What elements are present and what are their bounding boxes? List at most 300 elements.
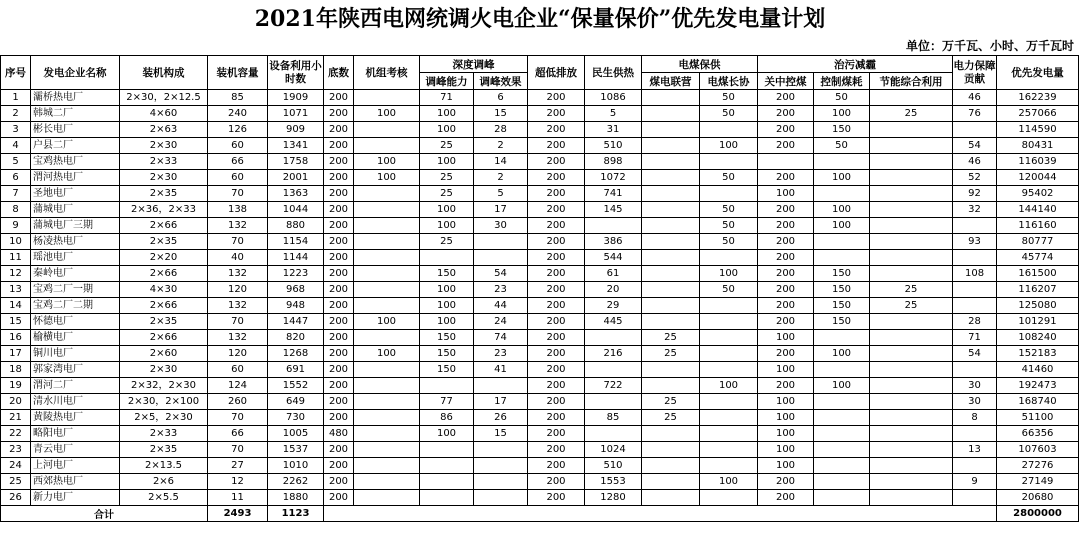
cell-deep-capacity: 100 (420, 426, 474, 442)
cell-heat: 31 (585, 122, 642, 138)
cell-pol-ctrl: 200 (758, 90, 814, 106)
cell-deep-effect: 6 (474, 90, 528, 106)
cell-pol-ctrl: 200 (758, 234, 814, 250)
cell-config: 2×33 (120, 426, 208, 442)
cell-hours: 1144 (268, 250, 324, 266)
cell-deep-capacity: 25 (420, 234, 474, 250)
cell-deep-effect: 54 (474, 266, 528, 282)
cell-priority: 120044 (997, 170, 1079, 186)
totals-blank (324, 506, 997, 522)
plan-table (0, 55, 1079, 522)
table-row (1, 458, 1079, 474)
cell-coal-long (700, 442, 758, 458)
cell-pol-ctrl: 200 (758, 106, 814, 122)
cell-deep-capacity (420, 474, 474, 490)
cell-pol-ctrl: 200 (758, 218, 814, 234)
cell-coal-link (642, 234, 700, 250)
cell-priority: 20680 (997, 490, 1079, 506)
cell-pol-ctrl: 200 (758, 378, 814, 394)
cell-capacity: 60 (208, 138, 268, 154)
cell-config: 2×13.5 (120, 458, 208, 474)
cell-hours: 948 (268, 298, 324, 314)
cell-capacity: 240 (208, 106, 268, 122)
cell-hours: 2001 (268, 170, 324, 186)
cell-coal-link (642, 186, 700, 202)
cell-coal-long (700, 298, 758, 314)
cell-coal-long: 50 (700, 234, 758, 250)
cell-base: 200 (324, 394, 354, 410)
header-coal-group: 电煤保供 (642, 56, 758, 73)
cell-pol-ctrl: 200 (758, 282, 814, 298)
cell-deep-effect: 14 (474, 154, 528, 170)
cell-seq: 15 (1, 314, 31, 330)
cell-pol-ctrl: 200 (758, 298, 814, 314)
cell-seq: 3 (1, 122, 31, 138)
cell-base: 200 (324, 282, 354, 298)
cell-coal-long: 100 (700, 378, 758, 394)
cell-coal-long: 50 (700, 202, 758, 218)
cell-priority: 162239 (997, 90, 1079, 106)
cell-assess (354, 410, 420, 426)
header-priority: 优先发电量 (997, 56, 1079, 90)
table-row (1, 122, 1079, 138)
cell-name: 渭河热电厂 (31, 170, 120, 186)
cell-pol-energy (870, 202, 953, 218)
cell-pol-ctrl: 100 (758, 458, 814, 474)
cell-priority: 27276 (997, 458, 1079, 474)
cell-deep-effect: 30 (474, 218, 528, 234)
cell-config: 2×30 (120, 138, 208, 154)
header-seq: 序号 (1, 56, 31, 90)
cell-base: 200 (324, 362, 354, 378)
cell-pol-ctrl: 200 (758, 138, 814, 154)
cell-coal-long: 50 (700, 170, 758, 186)
cell-config: 2×35 (120, 186, 208, 202)
cell-pol-coal (814, 458, 870, 474)
cell-deep-effect: 17 (474, 394, 528, 410)
table-row (1, 346, 1079, 362)
cell-deep-effect (474, 474, 528, 490)
cell-pol-ctrl: 100 (758, 362, 814, 378)
cell-priority: 51100 (997, 410, 1079, 426)
cell-seq: 10 (1, 234, 31, 250)
table-row (1, 138, 1079, 154)
cell-coal-long (700, 426, 758, 442)
cell-base: 480 (324, 426, 354, 442)
cell-coal-long (700, 458, 758, 474)
cell-coal-long (700, 330, 758, 346)
cell-name: 宝鸡二厂一期 (31, 282, 120, 298)
cell-coal-long (700, 362, 758, 378)
cell-heat (585, 218, 642, 234)
cell-deep-effect (474, 234, 528, 250)
cell-power-guarantee: 46 (953, 154, 997, 170)
cell-ultra: 200 (528, 298, 585, 314)
cell-priority: 108240 (997, 330, 1079, 346)
cell-ultra: 200 (528, 426, 585, 442)
cell-power-guarantee (953, 218, 997, 234)
cell-priority: 125080 (997, 298, 1079, 314)
cell-coal-link: 25 (642, 394, 700, 410)
cell-seq: 17 (1, 346, 31, 362)
header-capacity: 装机容量 (208, 56, 268, 90)
cell-seq: 11 (1, 250, 31, 266)
cell-assess (354, 234, 420, 250)
table-row (1, 490, 1079, 506)
cell-name: 怀德电厂 (31, 314, 120, 330)
cell-pol-energy (870, 442, 953, 458)
cell-capacity: 85 (208, 90, 268, 106)
cell-name: 秦岭电厂 (31, 266, 120, 282)
header-pol-ctrl: 关中控煤 (758, 73, 814, 90)
cell-deep-capacity: 100 (420, 282, 474, 298)
cell-name: 户县二厂 (31, 138, 120, 154)
cell-hours: 1363 (268, 186, 324, 202)
cell-name: 宝鸡二厂二期 (31, 298, 120, 314)
cell-assess (354, 378, 420, 394)
cell-ultra: 200 (528, 234, 585, 250)
cell-config: 2×32，2×30 (120, 378, 208, 394)
cell-base: 200 (324, 330, 354, 346)
header-heat: 民生供热 (585, 56, 642, 90)
cell-deep-effect: 74 (474, 330, 528, 346)
cell-ultra: 200 (528, 314, 585, 330)
cell-priority: 45774 (997, 250, 1079, 266)
table-row (1, 186, 1079, 202)
cell-pol-ctrl: 200 (758, 170, 814, 186)
cell-deep-effect: 41 (474, 362, 528, 378)
cell-assess (354, 186, 420, 202)
table-row (1, 330, 1079, 346)
cell-deep-capacity: 25 (420, 170, 474, 186)
cell-priority: 257066 (997, 106, 1079, 122)
cell-seq: 9 (1, 218, 31, 234)
cell-coal-link (642, 378, 700, 394)
cell-name: 上河电厂 (31, 458, 120, 474)
table-row (1, 298, 1079, 314)
cell-capacity: 70 (208, 410, 268, 426)
cell-ultra: 200 (528, 330, 585, 346)
cell-power-guarantee: 13 (953, 442, 997, 458)
page-title: 2021年陕西电网统调火电企业“保量保价”优先发电量计划 (254, 6, 826, 32)
cell-ultra: 200 (528, 154, 585, 170)
cell-priority: 107603 (997, 442, 1079, 458)
cell-base: 200 (324, 410, 354, 426)
header-pol-energy: 节能综合利用 (870, 73, 953, 90)
cell-capacity: 132 (208, 330, 268, 346)
cell-pol-energy (870, 234, 953, 250)
cell-assess (354, 490, 420, 506)
header-deep-group: 深度调峰 (420, 56, 528, 73)
cell-assess: 100 (354, 314, 420, 330)
cell-ultra: 200 (528, 186, 585, 202)
totals-row (1, 506, 1079, 522)
cell-config: 2×60 (120, 346, 208, 362)
cell-pol-ctrl: 100 (758, 394, 814, 410)
cell-pol-energy (870, 314, 953, 330)
cell-config: 2×35 (120, 234, 208, 250)
table-row (1, 314, 1079, 330)
cell-pol-coal (814, 442, 870, 458)
cell-pol-coal: 50 (814, 90, 870, 106)
table-row (1, 266, 1079, 282)
cell-hours: 1758 (268, 154, 324, 170)
cell-pol-coal (814, 394, 870, 410)
cell-name: 瑶池电厂 (31, 250, 120, 266)
cell-power-guarantee (953, 122, 997, 138)
cell-seq: 13 (1, 282, 31, 298)
cell-pol-coal (814, 154, 870, 170)
cell-power-guarantee: 76 (953, 106, 997, 122)
cell-coal-long: 50 (700, 106, 758, 122)
cell-priority: 101291 (997, 314, 1079, 330)
cell-priority: 116160 (997, 218, 1079, 234)
cell-name: 郭家湾电厂 (31, 362, 120, 378)
cell-priority: 161500 (997, 266, 1079, 282)
cell-pol-ctrl: 200 (758, 474, 814, 490)
cell-coal-link (642, 458, 700, 474)
cell-seq: 1 (1, 90, 31, 106)
cell-deep-capacity: 100 (420, 298, 474, 314)
header-pol-coal: 控制煤耗 (814, 73, 870, 90)
cell-capacity: 132 (208, 266, 268, 282)
cell-deep-capacity (420, 458, 474, 474)
cell-name: 宝鸡热电厂 (31, 154, 120, 170)
cell-pol-energy (870, 394, 953, 410)
cell-capacity: 70 (208, 314, 268, 330)
cell-pol-energy: 25 (870, 282, 953, 298)
table-row (1, 282, 1079, 298)
cell-deep-capacity (420, 490, 474, 506)
cell-pol-coal: 100 (814, 106, 870, 122)
cell-pol-coal: 100 (814, 346, 870, 362)
cell-power-guarantee: 93 (953, 234, 997, 250)
cell-heat: 20 (585, 282, 642, 298)
cell-priority: 80431 (997, 138, 1079, 154)
cell-hours: 1447 (268, 314, 324, 330)
cell-seq: 5 (1, 154, 31, 170)
cell-name: 略阳电厂 (31, 426, 120, 442)
cell-coal-long: 50 (700, 90, 758, 106)
cell-heat: 61 (585, 266, 642, 282)
table-row (1, 250, 1079, 266)
table-row (1, 106, 1079, 122)
cell-pol-energy (870, 378, 953, 394)
cell-pol-energy (870, 346, 953, 362)
cell-pol-ctrl: 200 (758, 202, 814, 218)
cell-pol-ctrl: 200 (758, 266, 814, 282)
cell-config: 4×60 (120, 106, 208, 122)
cell-ultra: 200 (528, 122, 585, 138)
cell-priority: 192473 (997, 378, 1079, 394)
cell-assess (354, 362, 420, 378)
cell-pol-energy (870, 474, 953, 490)
table-row (1, 170, 1079, 186)
cell-seq: 7 (1, 186, 31, 202)
cell-pol-coal (814, 490, 870, 506)
cell-power-guarantee: 8 (953, 410, 997, 426)
cell-pol-energy: 25 (870, 106, 953, 122)
table-row (1, 202, 1079, 218)
cell-coal-link (642, 442, 700, 458)
cell-priority: 116039 (997, 154, 1079, 170)
cell-config: 2×30 (120, 170, 208, 186)
header-coal-link: 煤电联营 (642, 73, 700, 90)
header-deep-capacity: 调峰能力 (420, 73, 474, 90)
cell-name: 新力电厂 (31, 490, 120, 506)
cell-coal-long (700, 250, 758, 266)
cell-ultra: 200 (528, 442, 585, 458)
cell-priority: 144140 (997, 202, 1079, 218)
totals-priority: 2800000 (997, 506, 1079, 522)
table-row (1, 378, 1079, 394)
cell-ultra: 200 (528, 250, 585, 266)
cell-hours: 1044 (268, 202, 324, 218)
cell-priority: 168740 (997, 394, 1079, 410)
cell-deep-capacity: 100 (420, 314, 474, 330)
cell-deep-effect: 28 (474, 122, 528, 138)
cell-coal-link: 25 (642, 410, 700, 426)
cell-deep-effect: 24 (474, 314, 528, 330)
cell-heat: 145 (585, 202, 642, 218)
cell-power-guarantee: 9 (953, 474, 997, 490)
cell-coal-link (642, 138, 700, 154)
cell-seq: 20 (1, 394, 31, 410)
cell-config: 2×66 (120, 298, 208, 314)
cell-hours: 1880 (268, 490, 324, 506)
totals-label: 合计 (1, 506, 208, 522)
cell-deep-effect: 5 (474, 186, 528, 202)
cell-coal-long: 100 (700, 474, 758, 490)
cell-deep-effect (474, 442, 528, 458)
cell-base: 200 (324, 298, 354, 314)
cell-ultra: 200 (528, 346, 585, 362)
cell-ultra: 200 (528, 202, 585, 218)
cell-heat: 544 (585, 250, 642, 266)
cell-base: 200 (324, 90, 354, 106)
cell-capacity: 70 (208, 186, 268, 202)
cell-seq: 19 (1, 378, 31, 394)
cell-hours: 730 (268, 410, 324, 426)
cell-hours: 1010 (268, 458, 324, 474)
cell-capacity: 60 (208, 362, 268, 378)
cell-heat: 1024 (585, 442, 642, 458)
header-ultra: 超低排放 (528, 56, 585, 90)
totals-hours: 1123 (268, 506, 324, 522)
cell-capacity: 60 (208, 170, 268, 186)
cell-deep-effect: 2 (474, 170, 528, 186)
cell-pol-ctrl: 100 (758, 426, 814, 442)
cell-pol-energy (870, 330, 953, 346)
header-assess: 机组考核 (354, 56, 420, 90)
cell-capacity: 66 (208, 426, 268, 442)
cell-base: 200 (324, 266, 354, 282)
cell-seq: 25 (1, 474, 31, 490)
cell-power-guarantee: 52 (953, 170, 997, 186)
cell-config: 2×66 (120, 330, 208, 346)
cell-heat (585, 426, 642, 442)
cell-assess (354, 394, 420, 410)
cell-deep-capacity (420, 378, 474, 394)
cell-pol-ctrl: 100 (758, 410, 814, 426)
header-name: 发电企业名称 (31, 56, 120, 90)
cell-pol-energy: 25 (870, 298, 953, 314)
header-hours: 设备利用小时数 (268, 56, 324, 90)
cell-power-guarantee: 54 (953, 346, 997, 362)
cell-pol-coal (814, 426, 870, 442)
cell-assess (354, 218, 420, 234)
cell-capacity: 27 (208, 458, 268, 474)
cell-coal-long (700, 186, 758, 202)
totals-capacity: 2493 (208, 506, 268, 522)
cell-capacity: 126 (208, 122, 268, 138)
cell-config: 2×35 (120, 314, 208, 330)
cell-coal-link (642, 474, 700, 490)
cell-base: 200 (324, 218, 354, 234)
cell-heat: 1553 (585, 474, 642, 490)
cell-priority: 41460 (997, 362, 1079, 378)
cell-deep-effect: 26 (474, 410, 528, 426)
table-row (1, 426, 1079, 442)
cell-name: 渭河二厂 (31, 378, 120, 394)
cell-power-guarantee: 32 (953, 202, 997, 218)
cell-coal-link (642, 314, 700, 330)
cell-coal-link (642, 426, 700, 442)
cell-deep-effect: 23 (474, 282, 528, 298)
cell-pol-ctrl: 100 (758, 442, 814, 458)
cell-ultra: 200 (528, 394, 585, 410)
cell-hours: 820 (268, 330, 324, 346)
cell-power-guarantee (953, 298, 997, 314)
cell-hours: 909 (268, 122, 324, 138)
cell-pol-energy (870, 362, 953, 378)
cell-heat (585, 362, 642, 378)
cell-capacity: 40 (208, 250, 268, 266)
cell-pol-energy (870, 90, 953, 106)
cell-power-guarantee: 28 (953, 314, 997, 330)
table-body (1, 90, 1079, 506)
cell-deep-capacity: 150 (420, 362, 474, 378)
cell-deep-effect (474, 490, 528, 506)
cell-power-guarantee (953, 282, 997, 298)
cell-seq: 14 (1, 298, 31, 314)
cell-heat: 722 (585, 378, 642, 394)
cell-capacity: 12 (208, 474, 268, 490)
cell-deep-capacity: 25 (420, 186, 474, 202)
cell-heat: 510 (585, 138, 642, 154)
cell-pol-energy (870, 218, 953, 234)
cell-assess: 100 (354, 106, 420, 122)
cell-priority: 95402 (997, 186, 1079, 202)
cell-name: 杨凌热电厂 (31, 234, 120, 250)
header-power-guarantee: 电力保障贡献 (953, 56, 997, 90)
cell-hours: 649 (268, 394, 324, 410)
cell-seq: 8 (1, 202, 31, 218)
cell-seq: 24 (1, 458, 31, 474)
cell-pol-coal: 100 (814, 170, 870, 186)
cell-base: 200 (324, 442, 354, 458)
cell-power-guarantee: 71 (953, 330, 997, 346)
cell-pol-coal (814, 362, 870, 378)
cell-heat: 510 (585, 458, 642, 474)
cell-pol-coal: 100 (814, 378, 870, 394)
cell-heat: 85 (585, 410, 642, 426)
cell-pol-coal: 150 (814, 266, 870, 282)
cell-assess (354, 250, 420, 266)
cell-pol-energy (870, 458, 953, 474)
cell-coal-long (700, 154, 758, 170)
cell-pol-energy (870, 426, 953, 442)
